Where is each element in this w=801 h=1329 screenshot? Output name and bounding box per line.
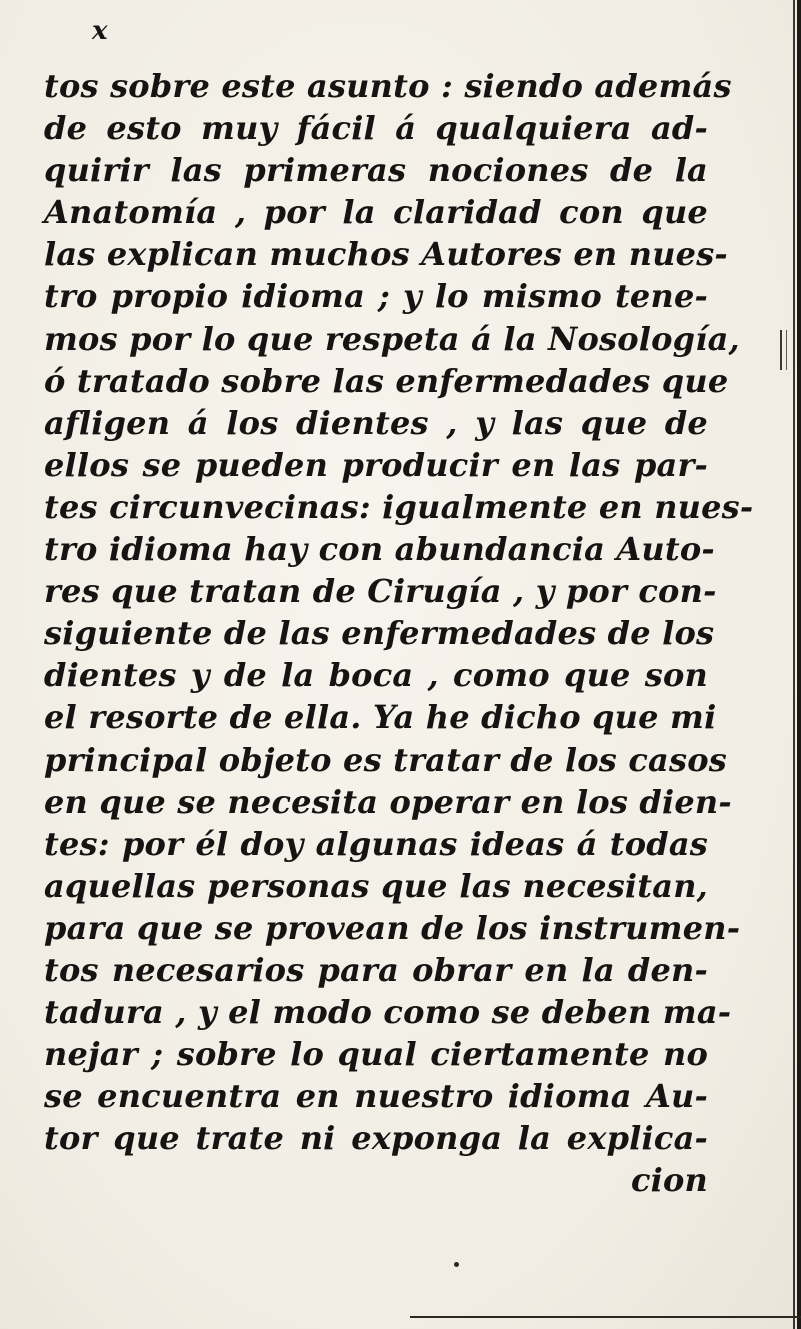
text-line: Anatomía , por la claridad con que (44, 193, 708, 232)
text-line: tos necesarios para obrar en la den- (44, 950, 708, 989)
signature-mark: x (92, 16, 108, 46)
text-line: aquellas personas que las necesitan, (44, 866, 708, 905)
ink-speck (454, 1262, 459, 1267)
text-line: nejar ; sobre lo qual ciertamente no (44, 1035, 708, 1074)
text-line: mos por lo que respeta á la Nosología, (44, 319, 740, 358)
text-line: tadura , y el modo como se deben ma- (44, 993, 732, 1032)
text-line: de esto muy fácil á qualquiera ad- (44, 109, 708, 148)
text-line: tos sobre este asunto : siendo además (44, 67, 732, 105)
text-line: el resorte de ella. Ya he dicho que mi (44, 698, 717, 737)
text-line: en que se necesita operar en los dien- (44, 782, 732, 821)
text-line: se encuentra en nuestro idioma Au- (44, 1077, 708, 1116)
text-line: principal objeto es tratar de los casos (44, 740, 727, 779)
text-line: tes circunvecinas: igualmente en nues- (44, 487, 754, 526)
text-line: tro propio idioma ; y lo mismo tene- (44, 277, 708, 316)
text-line: tro idioma hay con abundancia Auto- (44, 530, 715, 569)
text-line: res que tratan de Cirugía , y por con- (44, 572, 717, 611)
text-line: dientes y de la boca , como que son (44, 656, 708, 695)
page-edge-shadow (797, 0, 801, 1329)
catchword: cion (630, 1161, 708, 1200)
text-line: siguiente de las enfermedades de los (44, 614, 715, 653)
text-line: las explican muchos Autores en nues- (44, 235, 728, 274)
page-edge-mark (780, 330, 787, 370)
text-line: ó tratado sobre las enfermedades que (44, 361, 729, 400)
text-line: afligen á los dientes , y las que de (44, 403, 708, 442)
text-line: tes: por él doy algunas ideas á todas (44, 824, 708, 863)
page-edge-rule (793, 0, 795, 1329)
text-line: para que se provean de los instrumen- (44, 908, 741, 947)
body-text (44, 65, 754, 1202)
text-line: tor que trate ni exponga la explica- (44, 1119, 708, 1158)
text-line: ellos se pueden producir en las par- (44, 445, 708, 484)
text-line: quirir las primeras nociones de la (44, 151, 708, 190)
bottom-edge-rule (410, 1316, 801, 1318)
